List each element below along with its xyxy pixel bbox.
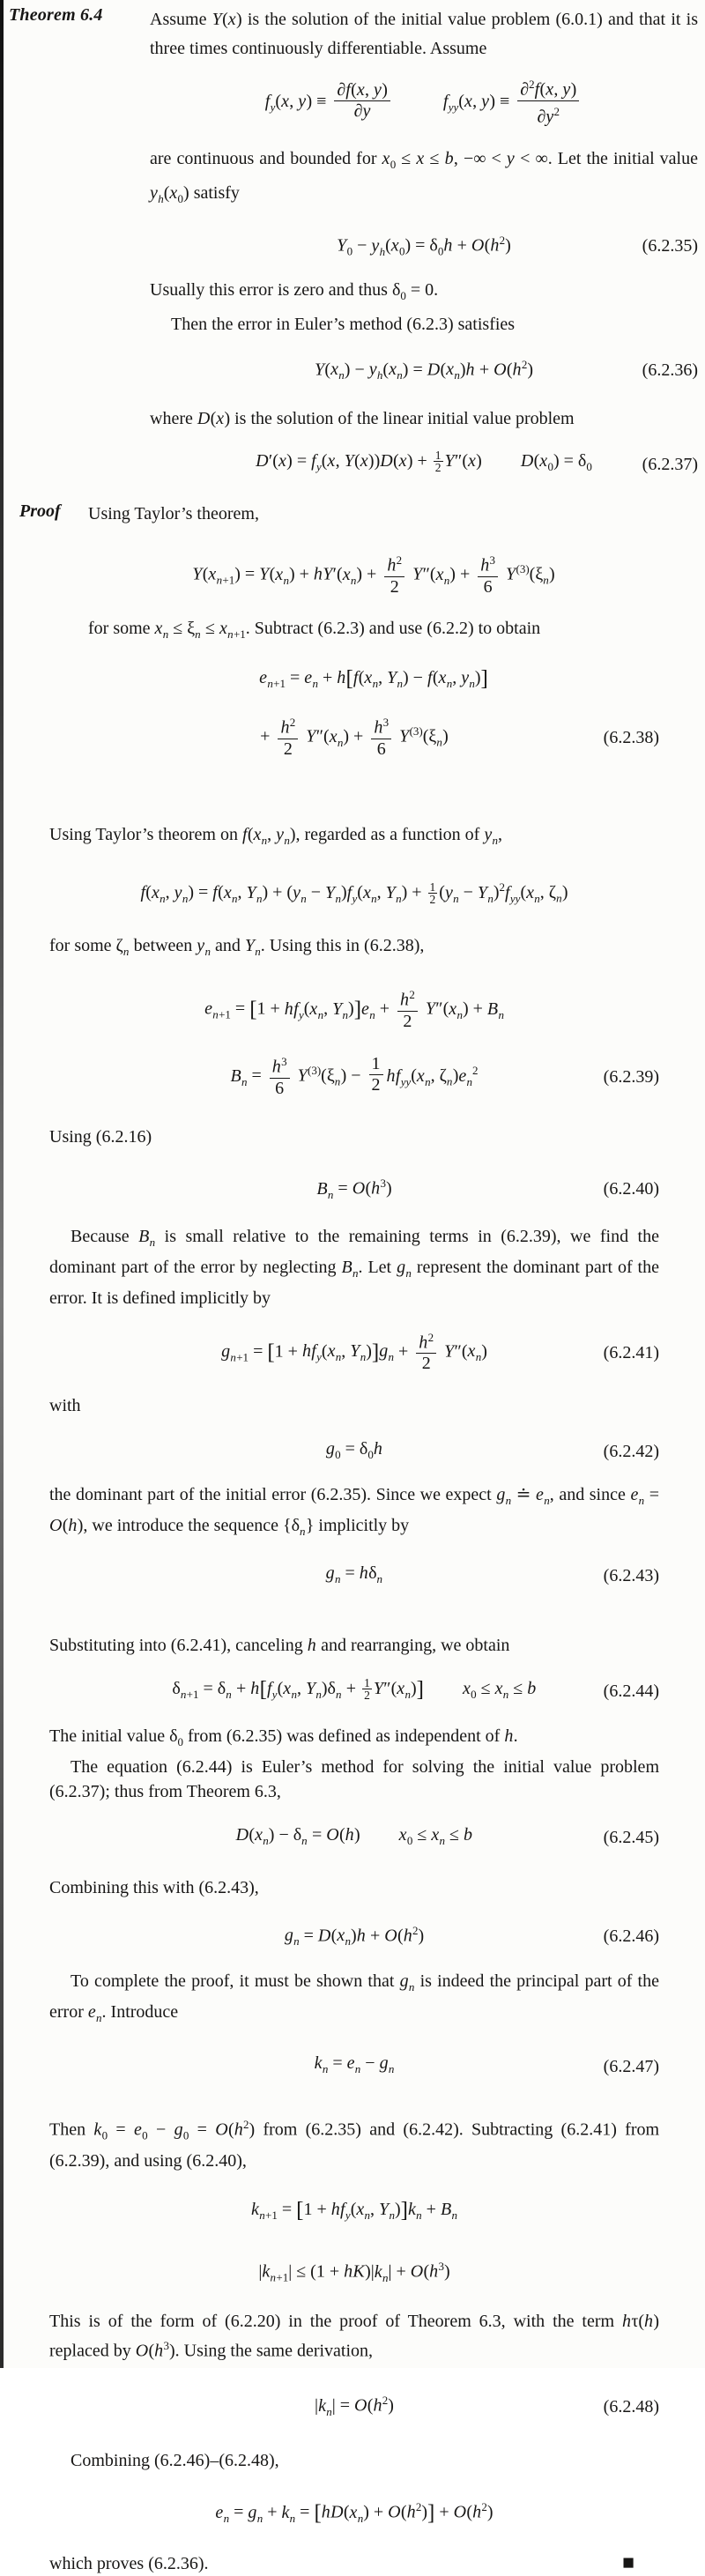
equation-side-condition: $x_0 \le x_n \le b$: [462, 1678, 537, 1701]
proof-label: Proof: [19, 501, 61, 522]
equation-number: (6.2.37): [642, 454, 698, 474]
equation-body: $k_{n+1} = [1 + hf_y(x_n$, $Y_n)]k_n + B_n$: [251, 2198, 457, 2223]
equation-body: $|k_{n+1}| \le (1 + hK)|k_n| + O(h^3)$: [258, 2259, 450, 2284]
equation-body: $\delta_{n+1} = \delta_n + h[f_y(x_n$, $Y_n)\delta_n$ + $\frac{1}{2}$ $Y''(x_n)$]: [172, 1675, 424, 1702]
equation-body: $Y(x_{n+1}) = Y(x_n) + hY'(x_n)$ + $\frac{h^2}{2}$ $Y''(x_n)$ + $\frac{h^3}{6}$ $Y^{(3)}(\xi_n)$: [192, 552, 554, 599]
equation-body: $g_0 = \delta_0h$: [325, 1438, 383, 1461]
then-k0-text: Then $k_0 = e_0 - g_0 = O(h^2)$ from (6.2.35) and (6.2.42). Subtracting (6.2.41) from (6.2.39), and using (6.2.40),: [49, 2118, 660, 2171]
equation-body: $g_n = h\delta_n$: [325, 1563, 383, 1585]
equation-number: (6.2.46): [603, 1926, 659, 1946]
equation-6-2-39: [49, 1049, 659, 1105]
equation-body: $f(x_n$, $y_n) = f(x_n$, $Y_n) + (y_n - Y_n)f_y(x_n$, $Y_n$) + $\frac{1}{2}$ $(y_n - Y_n)^2f_{yy}(x_n$, $\zeta_n$): [140, 880, 568, 906]
with-text: with: [49, 1395, 81, 1415]
equation-body: $f_y(x$, y) ≡ $\frac{\partial f(x, y)}{\partial y}$ $f_{yy}(x$, y) ≡ $\frac{\partial^2f(x, y)}{\partial y^2}$: [265, 76, 583, 129]
for-some-xi-text: for some $x_n \le \xi_n \le x_{n+1}$. Subtract (6.2.3) and use (6.2.2) to obtain: [88, 619, 541, 642]
dominant-initial-error-text: the dominant part of the initial error (6.2.35). Since we expect $g_n$ ≐ $e_n$, and since $e_n = O(h)$, we introduce the sequence $\{\delta_n\}$ implicitly by: [49, 1484, 659, 1538]
this-is-form-text: This is of the form of (6.2.20) in the proof of Theorem 6.3, with the term hτ(h) replaced by $O(h^3)$. Using the same derivation,: [49, 2311, 659, 2361]
equation-6-2-41: [49, 1325, 659, 1381]
equation-number: (6.2.38): [603, 728, 659, 748]
equation-kn1: [49, 2194, 659, 2231]
equation-body: $D(x_n) - \delta_n = O(h)$: [235, 1824, 360, 1847]
equation-6-2-43: [49, 1558, 659, 1594]
equation-body: $e_{n+1} = [1 + hf_y(x_n$, $Y_n)]e_n$ + $\frac{h^2}{2}$ $Y''(x_n) + B_n$: [204, 986, 504, 1034]
for-some-zeta-text: for some $\zeta_n$ between $y_n$ and $Y_n$. Using this in (6.2.38),: [49, 935, 425, 958]
then-error-text: Then the error in Euler’s method (6.2.3) satisfies: [171, 314, 516, 334]
combining-4648-text: Combining (6.2.46)–(6.2.48),: [70, 2450, 279, 2470]
equation-body: $Y(x_n) - y_h(x_n) = D(x_n)h + O(h^2)$: [314, 357, 534, 382]
proof-block: [19, 501, 660, 2575]
initial-value-text: The initial value $\delta_0$ from (6.2.35) was defined as independent of h.: [49, 1726, 518, 1748]
equation-6-2-45: [49, 1820, 659, 1856]
theorem-block: [0, 5, 705, 482]
equation-6-2-42: [49, 1434, 659, 1470]
equation-6-2-35: [150, 226, 698, 267]
equation-body: $B_n = O(h^3)$: [316, 1176, 392, 1201]
theorem-label: Theorem 6.4: [9, 5, 103, 25]
equation-body: $D'(x) = f_y(x$, Y(x))D(x) + $\frac{1}{2}$ Y″(x): [256, 449, 482, 475]
equation-number: (6.2.36): [642, 360, 698, 380]
equation-body: $g_{n+1} = [1 + hf_y(x_n$, $Y_n)]g_n$ + $\frac{h^2}{2}$ $Y''(x_n)$: [221, 1329, 487, 1377]
equation-6-2-38-line1: [88, 663, 659, 699]
equation-644-euler-text: The equation (6.2.44) is Euler’s method for solving the initial value problem (6.2.37); thus from Theorem 6.3,: [49, 1756, 659, 1801]
equation-number: (6.2.41): [603, 1342, 659, 1362]
equation-kn1-bound: [49, 2252, 659, 2293]
equation-6-2-40: [49, 1169, 659, 1210]
equation-f-expansion: [49, 872, 659, 914]
which-proves-line: [49, 2551, 659, 2576]
equation-6-2-38-line2: [49, 709, 659, 766]
equation-en1-dominant: [49, 982, 659, 1038]
taylor-on-f-text: Using Taylor’s theorem on $f(x_n$, $y_n$), regarded as a function of $y_n$,: [49, 825, 503, 848]
equation-6-2-37: [150, 446, 698, 482]
equation-number: (6.2.40): [603, 1179, 659, 1199]
equation-body: $k_n = e_n - g_n$: [314, 2053, 395, 2076]
proof-intro-text: Using Taylor’s theorem,: [88, 504, 259, 524]
equation-body: $Y_0 - y_h(x_0) = \delta_0h + O(h^2)$: [337, 234, 511, 258]
equation-number: (6.2.47): [603, 2056, 659, 2076]
equation-side-condition: $x_0 \le x_n \le b$: [398, 1824, 473, 1847]
equation-6-2-48: [49, 2386, 659, 2427]
equation-number: (6.2.48): [603, 2396, 659, 2416]
equation-body: + $\frac{h^2}{2}$ $Y''(x_n)$ + $\frac{h^3}{6}$ $Y^{(3)}(\xi_n)$: [260, 714, 449, 761]
where-dx-text: where D(x) is the solution of the linear initial value problem: [150, 409, 575, 429]
usually-zero-text: Usually this error is zero and thus $\delta_0 = 0$.: [150, 279, 439, 302]
equation-number: (6.2.43): [603, 1566, 659, 1586]
theorem-bounded-text: are continuous and bounded for $x_0 \le x \le b$, −∞ < y < ∞. Let the initial value $y_h(x_0)$ satisfy: [150, 149, 698, 205]
equation-6-2-46: [49, 1916, 659, 1957]
equation-number: (6.2.44): [603, 1681, 659, 1702]
equation-final-error: [49, 2492, 659, 2534]
equation-number: (6.2.45): [603, 1828, 659, 1848]
which-proves-text: which proves (6.2.36).: [49, 2553, 209, 2573]
to-complete-proof-text: To complete the proof, it must be shown that $g_n$ is indeed the principal part of the error $e_n$. Introduce: [49, 1971, 659, 2025]
theorem-intro-text: Assume Y(x) is the solution of the initial value problem (6.0.1) and that it is three times continuously differentiable. Assume: [150, 10, 698, 58]
equation-taylor-expansion: [88, 547, 659, 604]
equation-6-2-44: [49, 1674, 659, 1710]
equation-6-2-47: [49, 2048, 659, 2084]
combining-643-text: Combining this with (6.2.43),: [49, 1877, 259, 1897]
equation-body: $g_n = D(x_n)h + O(h^2)$: [284, 1923, 425, 1949]
equation-body: $B_n$ = $\frac{h^3}{6}$ $Y^{(3)}(\xi_n)$ − $\frac{1}{2}$ $hf_{yy}(x_n$, $\zeta_n)e_n^2$: [230, 1053, 478, 1101]
equation-body: $|k_n| = O(h^2)$: [315, 2394, 394, 2418]
equation-number: (6.2.42): [603, 1442, 659, 1462]
equation-side-condition: $D(x_0) = \delta_0$: [520, 451, 592, 474]
using-6216-text: Using (6.2.16): [49, 1126, 152, 1147]
equation-body: $e_n = g_n + k_n = [hD(x_n) + O(h^2)] + O(h^2)$: [215, 2499, 494, 2526]
equation-number: (6.2.35): [642, 236, 698, 256]
equation-partial-derivatives: [150, 74, 698, 130]
qed-square: ■: [622, 2550, 634, 2573]
substituting-text: Substituting into (6.2.41), canceling h and rearranging, we obtain: [49, 1635, 510, 1655]
equation-number: (6.2.39): [603, 1066, 659, 1087]
equation-body: $e_{n+1} = e_n + h[f(x_n$, $Y_n) - f(x_n$, $y_n$)]: [259, 666, 488, 691]
equation-6-2-36: [150, 350, 698, 391]
because-bn-text: Because $B_n$ is small relative to the remaining terms in (6.2.39), we find the dominant part of the error by neglecting $B_n$. Let $g_n$ represent the dominant part of the error. It is defined implicitly by: [49, 1226, 659, 1308]
